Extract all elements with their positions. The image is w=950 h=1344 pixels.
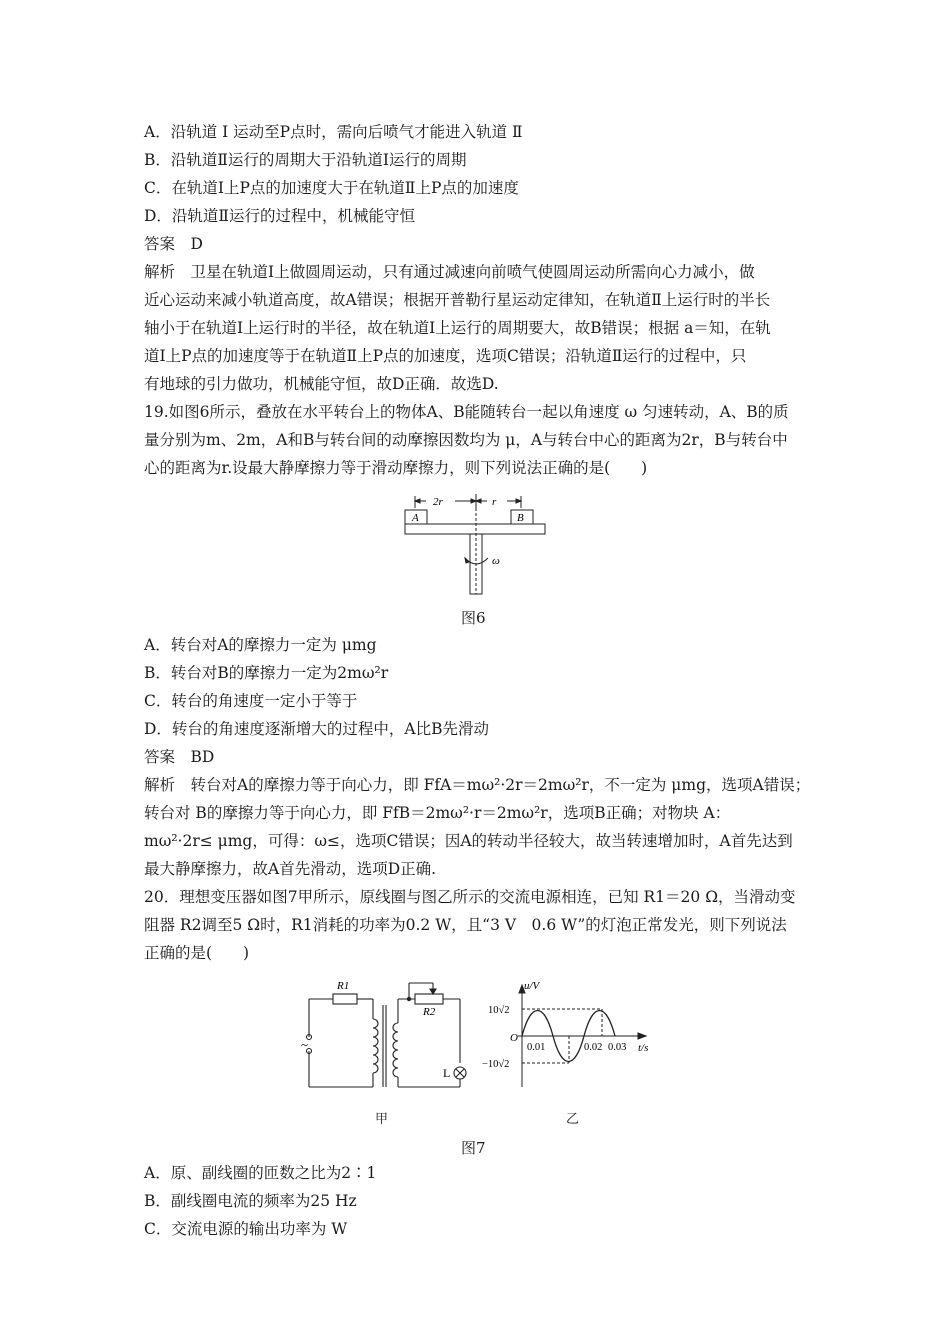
q19-analysis-line: 最大静摩擦力，故A首先滑动，选项D正确.	[144, 860, 437, 878]
r2-rheostat	[415, 994, 443, 1004]
omega-label: ω	[492, 555, 500, 567]
q19-analysis-line: 解析 转台对A的摩擦力等于向心力，即 FfA＝mω²·2r＝2mω²r，不一定为 μmg，选项A错误；	[144, 776, 811, 794]
q18-analysis-line: 道Ⅰ上P点的加速度等于在轨道Ⅱ上P点的加速度，选项C错误；沿轨道Ⅱ运行的过程中，只	[144, 347, 747, 365]
block-a-label: A	[412, 512, 419, 524]
figure-7-caption: 图7	[461, 1139, 486, 1157]
r1-resistor	[333, 994, 357, 1004]
origin-label: O	[510, 1032, 518, 1044]
q20-option-a: A．原、副线圈的匝数之比为2∶1	[144, 1164, 377, 1182]
q18-analysis-line: 解析 卫星在轨道Ⅰ上做圆周运动，只有通过减速向前喷气使圆周运动所需向心力减小，做	[144, 263, 755, 281]
q18-analysis-line: 轴小于在轨道Ⅰ上运行时的半径，故在轨道Ⅰ上运行的周期要大，故B错误；根据 a＝知，在轨	[144, 319, 771, 337]
q18-option-c: C．在轨道Ⅰ上P点的加速度大于在轨道Ⅱ上P点的加速度	[144, 179, 519, 197]
q18-option-b: B．沿轨道Ⅱ运行的周期大于沿轨道Ⅰ运行的周期	[144, 151, 467, 169]
figure-7-circuit	[295, 975, 480, 1103]
q18-option-d: D．沿轨道Ⅱ运行的过程中，机械能守恒	[144, 207, 415, 225]
tick-0-02: 0.02	[584, 1042, 603, 1053]
x-axis-label: t/s	[638, 1042, 649, 1054]
r2-label: R2	[423, 1006, 436, 1018]
q19-stem-line: 心的距离为r.设最大静摩擦力等于滑动摩擦力，则下列说法正确的是( )	[144, 459, 648, 477]
q19-analysis-line: mω²·2r≤ μmg，可得：ω≤，选项C错误；因A的转动半径较大，故当转速增加时，A首先达到	[144, 832, 793, 850]
y-axis-label: u/V	[524, 980, 540, 992]
figure-7-yi-label: 乙	[566, 1112, 580, 1127]
lamp-label: L	[443, 1066, 451, 1080]
block-b-label: B	[517, 512, 524, 524]
q19-stem-line: 19.如图6所示，叠放在水平转台上的物体A、B能随转台一起以角速度 ω 匀速转动，A、B的质	[144, 403, 789, 421]
figure-6-caption: 图6	[461, 609, 486, 627]
q20-option-b: B．副线圈电流的频率为25 Hz	[144, 1192, 357, 1210]
q20-option-c: C．交流电源的输出功率为 W	[144, 1220, 348, 1238]
dim-2r-label: 2r	[433, 496, 443, 508]
y-neg-label: −10√2	[482, 1059, 510, 1070]
q19-option-b: B．转台对B的摩擦力一定为2mω²r	[144, 664, 389, 682]
q19-option-a: A．转台对A的摩擦力一定为 μmg	[144, 636, 377, 654]
q20-stem-line: 正确的是( )	[144, 944, 250, 962]
q18-option-a: A．沿轨道 Ⅰ 运动至P点时，需向后喷气才能进入轨道 Ⅱ	[144, 123, 523, 141]
q18-analysis-line: 近心运动来减小轨道高度，故A错误；根据开普勒行星运动定律知，在轨道Ⅱ上运行时的半长	[144, 291, 771, 309]
q19-option-d: D．转台的角速度逐渐增大的过程中，A比B先滑动	[144, 720, 490, 738]
y-pos-label: 10√2	[488, 1005, 510, 1016]
source-symbol: ~	[301, 1037, 309, 1052]
dim-r-label: r	[492, 496, 497, 508]
q19-analysis-line: 转台对 B的摩擦力等于向心力，即 FfB＝2mω²·r＝2mω²r，选项B正确；对物块 A：	[144, 804, 731, 822]
figure-7-jia-label: 甲	[375, 1112, 389, 1127]
tick-0-03: 0.03	[608, 1042, 627, 1053]
q18-answer: 答案 D	[144, 235, 203, 253]
r1-label: R1	[337, 980, 350, 992]
q20-stem-line: 20．理想变压器如图7甲所示，原线圈与图乙所示的交流电源相连，已知 R1＝20 Ω，当滑动变	[144, 888, 796, 906]
q19-stem-line: 量分别为m、2m，A和B与转台间的动摩擦因数均为 μ，A与转台中心的距离为2r，B与转台中	[144, 431, 788, 449]
q18-analysis-line: 有地球的引力做功，机械能守恒，故D正确．故选D.	[144, 375, 499, 393]
tick-0-01: 0.01	[527, 1042, 546, 1053]
figure-7-waveform	[480, 975, 665, 1105]
q19-answer: 答案 BD	[144, 748, 215, 766]
q19-option-c: C．转台的角速度一定小于等于	[144, 692, 358, 710]
turntable-platform	[405, 524, 545, 534]
figure-6-turntable	[395, 490, 555, 600]
q20-stem-line: 阻器 R2调至5 Ω时，R1消耗的功率为0.2 W，且“3 V 0.6 W”的灯泡正常发光，则下列说法	[144, 916, 787, 934]
